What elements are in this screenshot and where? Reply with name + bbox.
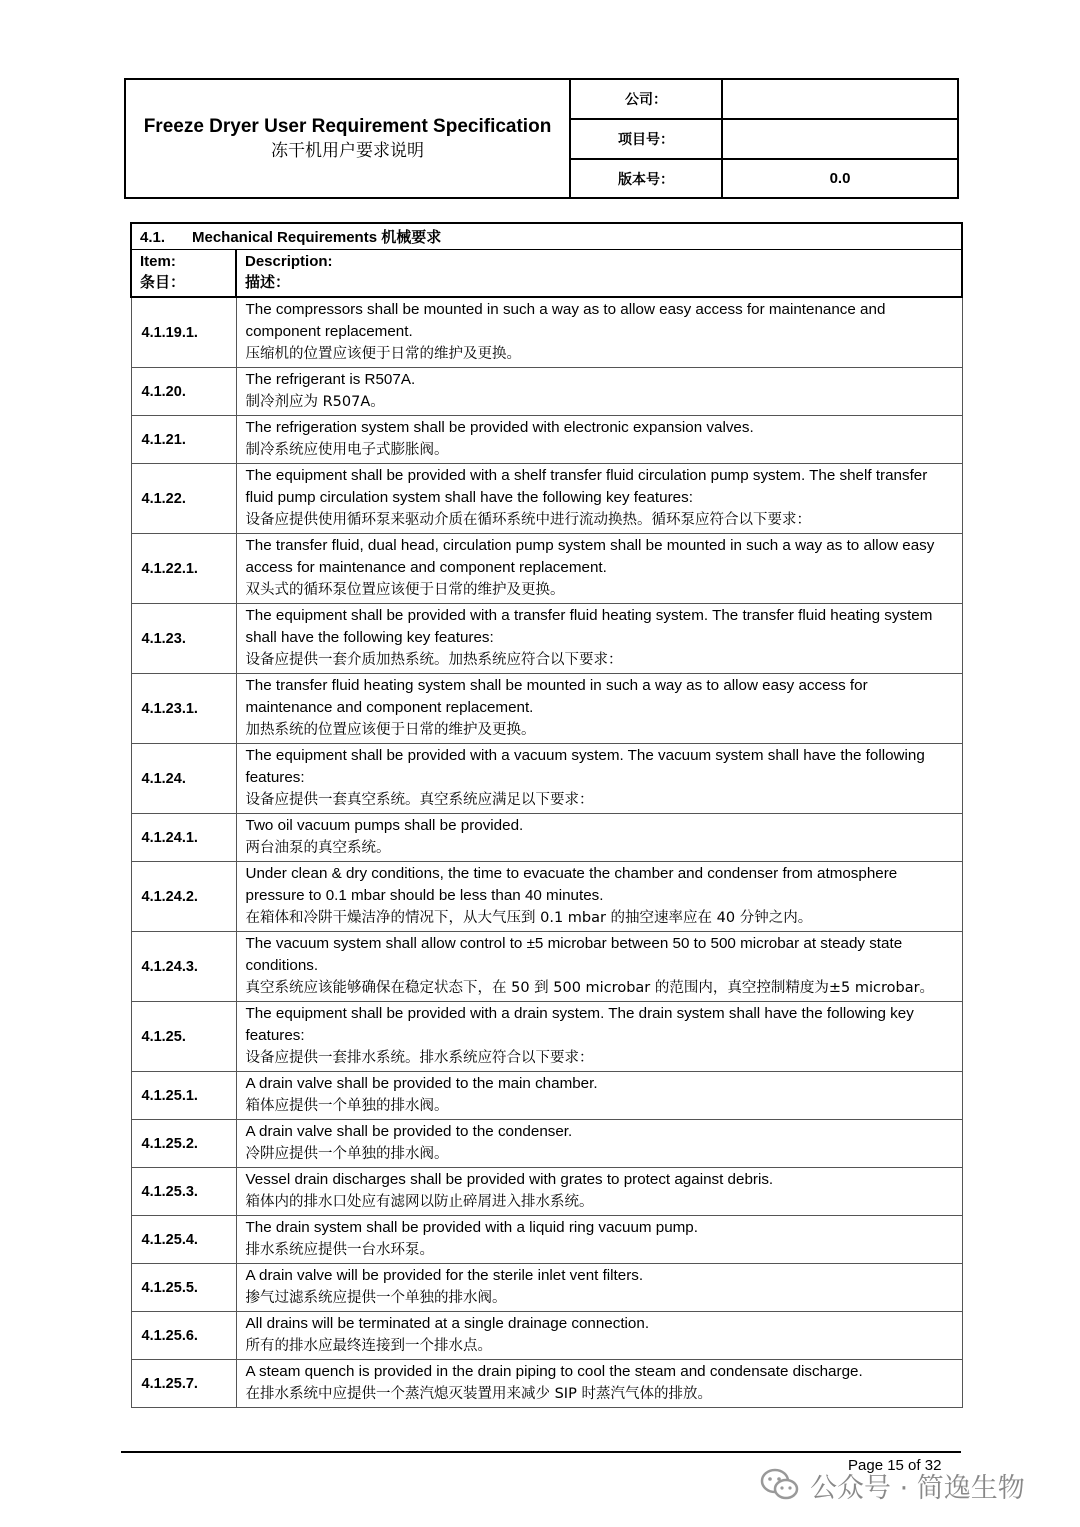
description-cn: 加热系统的位置应该便于日常的维护及更换。 bbox=[245, 722, 536, 738]
table-row bbox=[131, 604, 962, 674]
document-title-cn: 冻干机用户要求说明 bbox=[271, 140, 424, 160]
item-description bbox=[236, 1360, 962, 1408]
table-row bbox=[131, 814, 962, 862]
item-description bbox=[236, 1264, 962, 1312]
column-header-row bbox=[131, 250, 962, 298]
requirements-table bbox=[130, 222, 963, 1408]
description-cn: 设备应提供一套排水系统。排水系统应符合以下要求： bbox=[245, 1050, 594, 1066]
description-en: Under clean & dry conditions, the time to evacuate the chamber and condenser from atmosphere pressure to 0.1 mbar should be less than 40 minutes. bbox=[245, 865, 898, 904]
table-row bbox=[131, 1072, 962, 1120]
item-column-header bbox=[131, 250, 236, 298]
item-number: 4.1.24.2. bbox=[131, 862, 236, 932]
description-cn: 在箱体和冷阱干燥洁净的情况下，从大气压到 0.1 mbar 的抽空速率应在 40 分钟之内。 bbox=[245, 910, 813, 926]
table-row bbox=[131, 1264, 962, 1312]
table-row bbox=[131, 862, 962, 932]
company-label: 公司： bbox=[570, 79, 722, 119]
table-row bbox=[131, 1120, 962, 1168]
description-en: A drain valve will be provided for the sterile inlet vent filters. bbox=[245, 1267, 644, 1284]
item-number: 4.1.21. bbox=[131, 416, 236, 464]
page-number: Page 15 of 32 bbox=[848, 1457, 942, 1474]
item-number: 4.1.22.1. bbox=[131, 534, 236, 604]
description-cn: 真空系统应该能够确保在稳定状态下，在 50 到 500 microbar 的范围内，真空控制精度为±5 microbar。 bbox=[245, 980, 935, 996]
item-description bbox=[236, 674, 962, 744]
description-en: A drain valve shall be provided to the condenser. bbox=[245, 1123, 573, 1140]
project-label: 项目号： bbox=[570, 119, 722, 159]
item-number: 4.1.25.5. bbox=[131, 1264, 236, 1312]
project-value bbox=[722, 119, 958, 159]
item-description bbox=[236, 604, 962, 674]
item-number: 4.1.25.3. bbox=[131, 1168, 236, 1216]
item-number: 4.1.25.6. bbox=[131, 1312, 236, 1360]
table-row bbox=[131, 1168, 962, 1216]
item-number: 4.1.23.1. bbox=[131, 674, 236, 744]
item-label-en: Item: bbox=[140, 253, 176, 270]
table-row bbox=[131, 674, 962, 744]
table-row bbox=[131, 368, 962, 416]
watermark-text: 公众号 · 简逸生物 bbox=[810, 1472, 1025, 1504]
company-value bbox=[722, 79, 958, 119]
description-cn: 设备应提供使用循环泵来驱动介质在循环系统中进行流动换热。循环泵应符合以下要求： bbox=[245, 512, 811, 528]
footer-divider bbox=[121, 1451, 961, 1453]
description-cn: 冷阱应提供一个单独的排水阀。 bbox=[245, 1146, 449, 1162]
description-cn: 箱体应提供一个单独的排水阀。 bbox=[245, 1098, 449, 1114]
description-cn: 双头式的循环泵位置应该便于日常的维护及更换。 bbox=[245, 582, 565, 598]
document-header bbox=[124, 78, 959, 199]
item-description bbox=[236, 744, 962, 814]
item-description bbox=[236, 1072, 962, 1120]
description-en: The equipment shall be provided with a transfer fluid heating system. The transfer fluid heating system shall have the following key features: bbox=[245, 607, 933, 646]
item-description bbox=[236, 368, 962, 416]
table-row bbox=[131, 932, 962, 1002]
item-description bbox=[236, 1002, 962, 1072]
item-description bbox=[236, 1312, 962, 1360]
description-cn: 压缩机的位置应该便于日常的维护及更换。 bbox=[245, 346, 521, 362]
section-title: Mechanical Requirements 机械要求 bbox=[192, 229, 442, 246]
description-en: A steam quench is provided in the drain piping to cool the steam and condensate discharge. bbox=[245, 1363, 863, 1380]
description-en: The refrigerant is R507A. bbox=[245, 371, 416, 388]
item-description bbox=[236, 416, 962, 464]
table-row bbox=[131, 744, 962, 814]
document-title-en: Freeze Dryer User Requirement Specification bbox=[143, 115, 552, 137]
wechat-icon bbox=[760, 1468, 800, 1502]
item-description bbox=[236, 932, 962, 1002]
item-number: 4.1.24.1. bbox=[131, 814, 236, 862]
section-heading-row bbox=[131, 223, 962, 250]
description-cn: 所有的排水应最终连接到一个排水点。 bbox=[245, 1338, 492, 1354]
item-number: 4.1.24.3. bbox=[131, 932, 236, 1002]
item-description bbox=[236, 1120, 962, 1168]
description-en: Vessel drain discharges shall be provided with grates to protect against debris. bbox=[245, 1171, 774, 1188]
item-number: 4.1.23. bbox=[131, 604, 236, 674]
title-cell bbox=[125, 79, 570, 198]
section-number: 4.1. bbox=[140, 229, 166, 246]
description-label-cn: 描述： bbox=[245, 274, 291, 291]
item-description bbox=[236, 464, 962, 534]
table-row bbox=[131, 1360, 962, 1408]
description-en: The transfer fluid heating system shall be mounted in such a way as to allow easy access for maintenance and component replacement. bbox=[245, 677, 868, 716]
item-number: 4.1.25.2. bbox=[131, 1120, 236, 1168]
description-en: The equipment shall be provided with a drain system. The drain system shall have the following key features: bbox=[245, 1005, 914, 1044]
item-description bbox=[236, 297, 962, 368]
item-description bbox=[236, 862, 962, 932]
item-number: 4.1.19.1. bbox=[131, 297, 236, 368]
description-cn: 箱体内的排水口处应有滤网以防止碎屑进入排水系统。 bbox=[245, 1194, 594, 1210]
watermark bbox=[760, 1465, 1025, 1505]
description-en: The equipment shall be provided with a vacuum system. The vacuum system shall have the following features: bbox=[245, 747, 925, 786]
description-cn: 在排水系统中应提供一个蒸汽熄灭装置用来减少 SIP 时蒸汽气体的排放。 bbox=[245, 1386, 712, 1402]
table-row bbox=[131, 1312, 962, 1360]
table-row bbox=[131, 1002, 962, 1072]
item-number: 4.1.25.7. bbox=[131, 1360, 236, 1408]
table-row bbox=[131, 464, 962, 534]
description-en: The transfer fluid, dual head, circulation pump system shall be mounted in such a way as to allow easy access for maintenance and component replacement. bbox=[245, 537, 935, 576]
section-heading bbox=[131, 223, 962, 250]
table-row bbox=[131, 1216, 962, 1264]
description-cn: 设备应提供一套真空系统。真空系统应满足以下要求： bbox=[245, 792, 594, 808]
item-number: 4.1.25.4. bbox=[131, 1216, 236, 1264]
item-number: 4.1.25. bbox=[131, 1002, 236, 1072]
item-number: 4.1.20. bbox=[131, 368, 236, 416]
item-description bbox=[236, 1168, 962, 1216]
description-cn: 掺气过滤系统应提供一个单独的排水阀。 bbox=[245, 1290, 507, 1306]
description-en: The compressors shall be mounted in such a way as to allow easy access for maintenance and component replacement. bbox=[245, 301, 886, 340]
item-number: 4.1.22. bbox=[131, 464, 236, 534]
description-column-header bbox=[236, 250, 962, 298]
table-row bbox=[131, 534, 962, 604]
version-value: 0.0 bbox=[722, 159, 958, 198]
version-label: 版本号： bbox=[570, 159, 722, 198]
item-number: 4.1.25.1. bbox=[131, 1072, 236, 1120]
item-label-cn: 条目： bbox=[140, 274, 186, 291]
description-cn: 制冷系统应使用电子式膨胀阀。 bbox=[245, 442, 449, 458]
description-en: The equipment shall be provided with a shelf transfer fluid circulation pump system. The shelf transfer fluid pump circulation system shall have the following key features: bbox=[245, 467, 928, 506]
description-en: The drain system shall be provided with a liquid ring vacuum pump. bbox=[245, 1219, 698, 1236]
description-label-en: Description: bbox=[245, 253, 333, 270]
item-number: 4.1.24. bbox=[131, 744, 236, 814]
table-row bbox=[131, 297, 962, 368]
description-en: All drains will be terminated at a single drainage connection. bbox=[245, 1315, 650, 1332]
item-description bbox=[236, 814, 962, 862]
description-en: The vacuum system shall allow control to ±5 microbar between 50 to 500 microbar at steady state conditions. bbox=[245, 935, 903, 974]
description-cn: 制冷剂应为 R507A。 bbox=[245, 394, 385, 410]
description-cn: 排水系统应提供一台水环泵。 bbox=[245, 1242, 434, 1258]
description-cn: 两台油泵的真空系统。 bbox=[245, 840, 391, 856]
item-description bbox=[236, 1216, 962, 1264]
description-en: A drain valve shall be provided to the main chamber. bbox=[245, 1075, 598, 1092]
description-en: Two oil vacuum pumps shall be provided. bbox=[245, 817, 524, 834]
table-row bbox=[131, 416, 962, 464]
description-cn: 设备应提供一套介质加热系统。加热系统应符合以下要求： bbox=[245, 652, 623, 668]
description-en: The refrigeration system shall be provided with electronic expansion valves. bbox=[245, 419, 754, 436]
item-description bbox=[236, 534, 962, 604]
